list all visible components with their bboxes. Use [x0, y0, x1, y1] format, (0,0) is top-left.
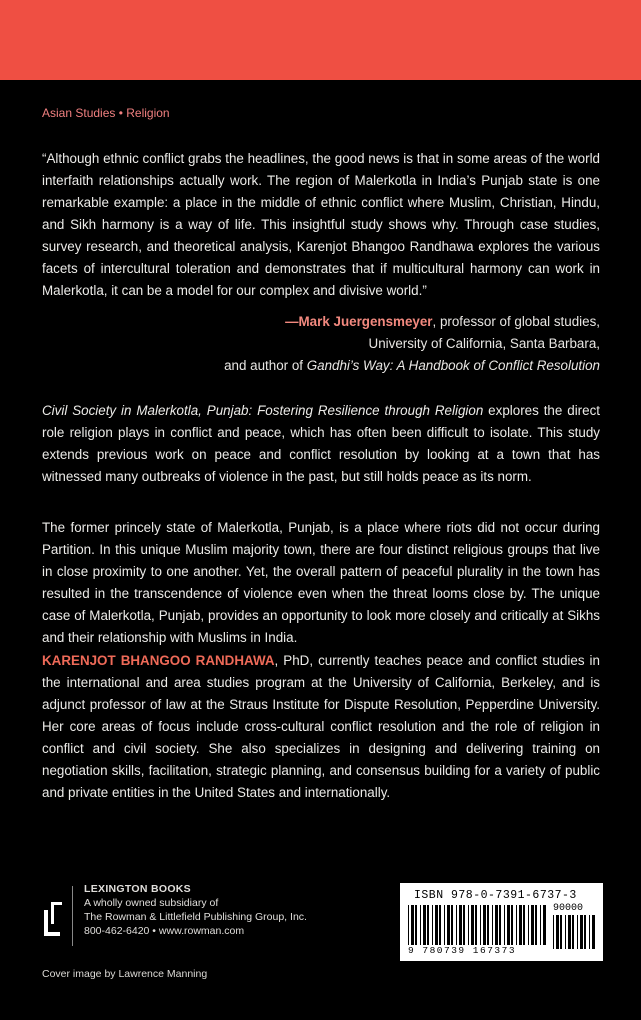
publisher-divider — [72, 886, 73, 946]
publisher-logo-icon — [42, 888, 64, 948]
publisher-parent: The Rowman & Littlefield Publishing Group, Inc. — [84, 911, 307, 923]
description-paragraph-1 — [42, 400, 600, 488]
publisher-subsidiary: A wholly owned subsidiary of — [84, 897, 219, 909]
description-text-2: The former princely state of Malerkotla, Punjab, is a place where riots did not occur during Partition. In this unique Muslim majority town, there are four distinct religious groups that live in close proximity to one another. Yet, the overall pattern of peaceful plurality in the town has resulted in the transcendence of violence even when the threat looms close by. The unique case of Malerkotla, Punjab, provides an opportunity to look more closely and critically at Sikhs and their relationship with Muslims in India. — [42, 520, 600, 645]
cover-credit: Cover image by Lawrence Manning — [42, 968, 208, 980]
description-text-1: explores the direct role religion plays in conflict and peace, which has often been difficult to isolate. This study extends previous work on peace and conflict resolution by looking at a town that has witnessed many outbreaks of violence in the past, but still holds peace as its norm. — [42, 403, 600, 484]
publisher-name: LEXINGTON BOOKS — [84, 883, 191, 895]
author-bio-text: , PhD, currently teaches peace and conflict studies in the international and area studies program at the University of California, Berkeley, and is adjunct professor of law at the Straus Institute for Dispute Resolution, Pepperdine University. Her core areas of focus include cross-cultural conflict resolution and the role of religion in conflict and civil society. She also specializes in designing and delivering training on negotiation skills, facilitation, strategic planning, and consensus building for a variety of public and private entities in the United States and internationally. — [42, 653, 600, 800]
endorsement-quote — [42, 148, 600, 302]
book-title: Civil Society in Malerkotla, Punjab: Fostering Resilience through Religion — [42, 403, 484, 418]
author-bio — [42, 650, 600, 804]
category-label: Asian Studies • Religion — [42, 106, 170, 120]
author-name: KARENJOT BHANGOO RANDHAWA — [42, 653, 275, 668]
publisher-contact: 800-462-6420 • www.rowman.com — [84, 925, 245, 937]
barcode-digits: 9 780739 167373 — [408, 945, 517, 956]
isbn-number: ISBN 978-0-7391-6737-3 — [414, 889, 577, 902]
publisher-block — [42, 882, 307, 952]
publisher-info — [84, 882, 307, 938]
barcode-bars — [408, 905, 548, 945]
isbn-barcode — [400, 883, 603, 961]
price-barcode-bars — [553, 915, 595, 949]
endorser-author-prefix: and author of — [224, 358, 307, 373]
endorser-affiliation: University of California, Santa Barbara, — [368, 336, 600, 351]
endorser-title: , professor of global studies, — [432, 314, 600, 329]
quote-attribution — [224, 311, 600, 377]
top-color-band — [0, 0, 641, 80]
description-paragraph-2 — [42, 517, 600, 649]
endorser-name: —Mark Juergensmeyer — [285, 314, 433, 329]
price-code: 90000 — [553, 903, 584, 914]
endorser-book-title: Gandhi’s Way: A Handbook of Conflict Resolution — [306, 358, 600, 373]
quote-text: “Although ethnic conflict grabs the headlines, the good news is that in some areas of the world interfaith relationships actually work. The region of Malerkotla in India’s Punjab state is one remarkable example: a place in the middle of ethnic conflict where Muslim, Christian, Hindu, and Sikh harmony is a way of life. This insightful study shows why. Through case studies, survey research, and theoretical analysis, Karenjot Bhangoo Randhawa explores the various facets of intercultural toleration and demonstrates that if multicultural harmony can work in Malerkotla, it can be a model for our complex and divisive world.” — [42, 151, 600, 298]
